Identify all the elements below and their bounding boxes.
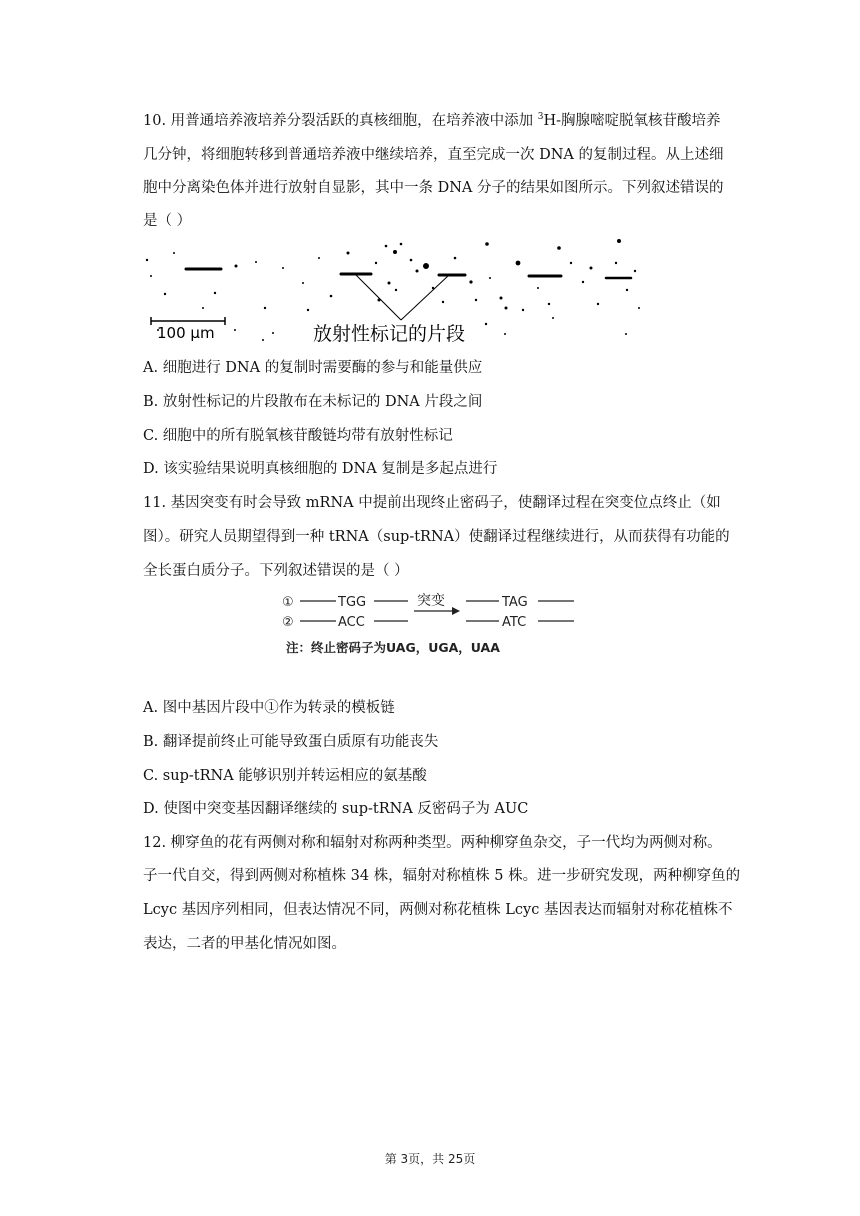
q12-line-1: 12. 柳穿鱼的花有两侧对称和辐射对称两种类型。两种柳穿鱼杂交，子一代均为两侧对称。	[143, 835, 722, 851]
q12-line-4: 表达，二者的甲基化情况如图。	[143, 936, 346, 952]
annotation-lines	[355, 274, 449, 320]
mutation-diagram	[280, 588, 580, 660]
q10-option-a[interactable]: A. 细胞进行 DNA 的复制时需要酶的参与和能量供应	[143, 360, 483, 376]
q11-line-1: 11. 基因突变有时会导致 mRNA 中提前出现终止密码子，使翻译过程在突变位点终止（如	[143, 495, 721, 511]
q10-text: 10. 用普通培养液培养分裂活跃的真核细胞，在培养液中添加	[143, 113, 538, 129]
stop-codon-note: 注：终止密码子为UAG，UGA，UAA	[286, 640, 500, 655]
strand-1-mutant: TAG	[502, 595, 528, 610]
q12-line-2: 子一代自交，得到两侧对称植株 34 株，辐射对称植株 5 株。进一步研究发现，两种柳穿鱼的	[143, 868, 741, 884]
mutation-label: 突变	[417, 593, 445, 609]
labeled-dna-segments	[186, 269, 631, 278]
q10-option-b[interactable]: B. 放射性标记的片段散布在未标记的 DNA 片段之间	[143, 394, 483, 410]
autoradiograph-figure	[143, 238, 643, 348]
isotope-superscript: 3	[537, 112, 544, 123]
labeled-segment-annotation: 放射性标记的片段	[313, 323, 466, 345]
q10-line-1	[143, 111, 753, 131]
q11-option-c[interactable]: C. sup-tRNA 能够识别并转运相应的氨基酸	[143, 768, 427, 784]
q11-line-3: 全长蛋白质分子。下列叙述错误的是（ ）	[143, 563, 409, 579]
strand-1-original: TGG	[338, 595, 367, 610]
q10-line-4: 是（ ）	[143, 213, 192, 229]
q11-option-a[interactable]: A. 图中基因片段中①作为转录的模板链	[143, 700, 395, 716]
scale-bar-label: 100 μm	[157, 324, 215, 342]
q10-line-2: 几分钟，将细胞转移到普通培养液中继续培养，直至完成一次 DNA 的复制过程。从上述细	[143, 147, 724, 163]
strand-2-original: ACC	[338, 615, 365, 630]
q11-line-2: 图）。研究人员期望得到一种 tRNA（sup-tRNA）使翻译过程继续进行，从而获得有功能的	[143, 529, 730, 545]
q10-option-c[interactable]: C. 细胞中的所有脱氧核苷酸链均带有放射性标记	[143, 428, 453, 444]
q12-line-3: Lcyc 基因序列相同，但表达情况不同，两侧对称花植株 Lcyc 基因表达而辐射对称花植株不	[143, 902, 733, 918]
q10-text-cont: H-胸腺嘧啶脱氧核苷酸培养	[543, 113, 721, 129]
q11-option-d[interactable]: D. 使图中突变基因翻译继续的 sup-tRNA 反密码子为 AUC	[143, 801, 529, 817]
strand-1-label: ①	[282, 595, 294, 610]
page-footer: 第 3页，共 25页	[384, 1152, 476, 1166]
q10-option-d[interactable]: D. 该实验结果说明真核细胞的 DNA 复制是多起点进行	[143, 461, 498, 477]
strand-2-label: ②	[282, 615, 294, 630]
strand-2-mutant: ATC	[502, 615, 527, 630]
q10-line-3: 胞中分离染色体并进行放射自显影，其中一条 DNA 分子的结果如图所示。下列叙述错误的	[143, 180, 724, 196]
q11-option-b[interactable]: B. 翻译提前终止可能导致蛋白质原有功能丧失	[143, 734, 439, 750]
